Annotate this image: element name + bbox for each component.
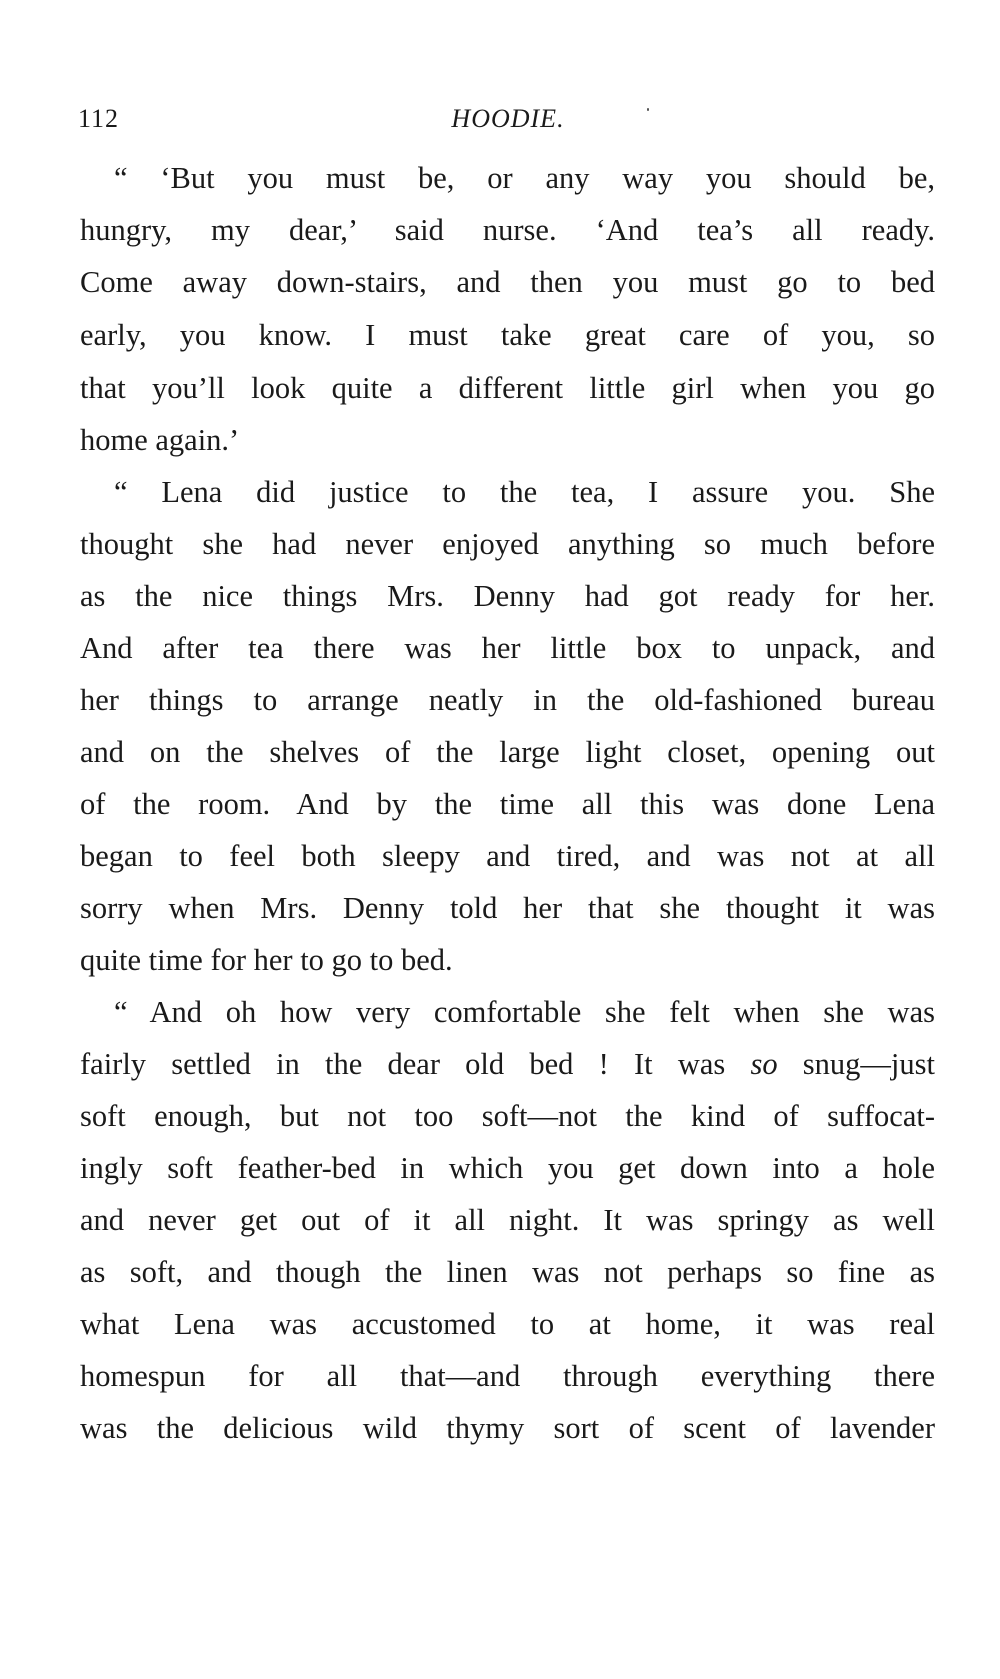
text-line: sorry when Mrs. Denny told her that she thought it was bbox=[80, 891, 935, 925]
emphasis: so bbox=[750, 1047, 778, 1081]
text-line: fairly settled in the dear old bed ! It was so snug—just bbox=[80, 1047, 935, 1081]
print-speck bbox=[647, 108, 649, 111]
text-line: and never get out of it all night. It was springy as well bbox=[80, 1203, 935, 1237]
text-line: “ And oh how very comfortable she felt when she was bbox=[114, 995, 935, 1029]
text-line: early, you know. I must take great care of you, so bbox=[80, 318, 935, 352]
text-line: of the room. And by the time all this was done Lena bbox=[80, 787, 935, 821]
text-line: Come away down-stairs, and then you must go to bed bbox=[80, 265, 935, 299]
text-line: began to feel both sleepy and tired, and was not at all bbox=[80, 839, 935, 873]
text-line: that you’ll look quite a different little girl when you go bbox=[80, 371, 935, 405]
running-header bbox=[78, 104, 938, 144]
text-line: as the nice things Mrs. Denny had got ready for her. bbox=[80, 579, 935, 613]
text-line: and on the shelves of the large light closet, opening out bbox=[80, 735, 935, 769]
text-line: hungry, my dear,’ said nurse. ‘And tea’s all ready. bbox=[80, 213, 935, 247]
text-line: as soft, and though the linen was not perhaps so fine as bbox=[80, 1255, 935, 1289]
text-line: “ ‘But you must be, or any way you should be, bbox=[114, 161, 935, 195]
text-line: what Lena was accustomed to at home, it was real bbox=[80, 1307, 935, 1341]
page-number: 112 bbox=[78, 104, 120, 133]
text-line: home again.’ bbox=[80, 423, 240, 457]
text-line: And after tea there was her little box to unpack, and bbox=[80, 631, 935, 665]
text-line: thought she had never enjoyed anything so much before bbox=[80, 527, 935, 561]
text-line: her things to arrange neatly in the old-fashioned bureau bbox=[80, 683, 935, 717]
text-line: quite time for her to go to bed. bbox=[80, 943, 453, 977]
text-line: ingly soft feather-bed in which you get down into a hole bbox=[80, 1151, 935, 1185]
text-line: was the delicious wild thymy sort of scent of lavender bbox=[80, 1411, 935, 1445]
text-line: “ Lena did justice to the tea, I assure you. She bbox=[114, 475, 935, 509]
text-line: soft enough, but not too soft—not the kind of suffocat- bbox=[80, 1099, 935, 1133]
running-title: HOODIE. bbox=[451, 104, 565, 133]
text-line: homespun for all that—and through everything there bbox=[80, 1359, 935, 1393]
